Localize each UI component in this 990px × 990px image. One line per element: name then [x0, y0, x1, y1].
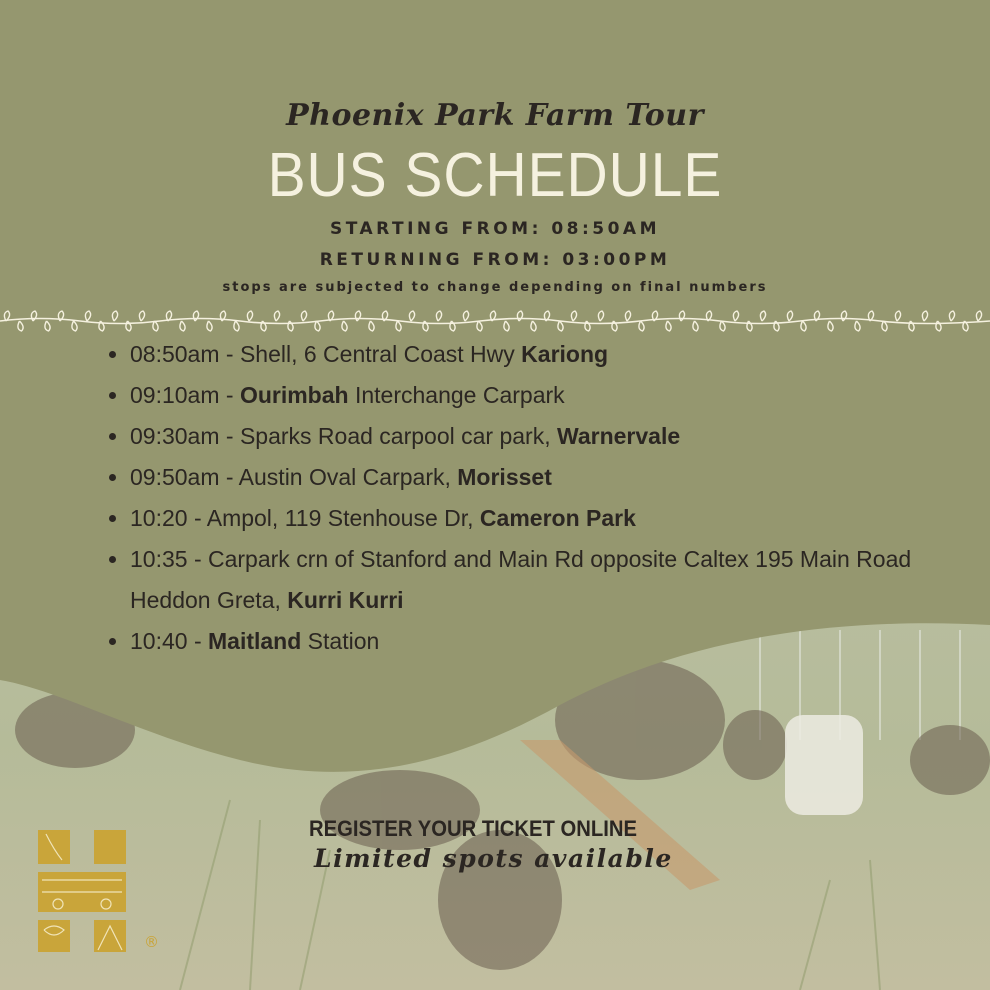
vine-leaf [301, 311, 306, 321]
vine-leaf [841, 311, 846, 321]
stop-item: • 09:10am - Ourimbah Interchange Carpark [130, 375, 950, 416]
vine-leaf [504, 321, 509, 331]
vine-leaf [855, 321, 860, 331]
vine-leaf [625, 311, 630, 321]
vine-leaf [828, 321, 833, 331]
vine-leaf [247, 311, 252, 321]
stop-town: Maitland [208, 628, 302, 654]
vine-divider [0, 308, 990, 334]
vine-leaf [274, 311, 279, 321]
limited-spots-text: Limited spots available [314, 844, 673, 873]
vine-leaf [139, 311, 144, 321]
vine-leaf [153, 321, 158, 331]
stop-item: • 09:50am - Austin Oval Carpark, Morisset [130, 457, 950, 498]
vine-leaf [463, 311, 468, 321]
vine-leaf [342, 321, 347, 331]
vine-leaf [31, 311, 36, 321]
vine-leaf [976, 311, 981, 321]
stop-item: • 10:20 - Ampol, 119 Stenhouse Dr, Cameron Park [130, 498, 950, 539]
vine-leaf [85, 311, 90, 321]
stop-town: Kurri Kurri [287, 587, 404, 613]
vine-leaf [45, 321, 50, 331]
vine-leaf [801, 321, 806, 331]
stop-town: Warnervale [556, 423, 681, 449]
vine-leaf [396, 321, 401, 331]
vine-leaf [639, 321, 644, 331]
vine-leaf [747, 321, 752, 331]
vine-leaf [477, 321, 482, 331]
stops-list [104, 334, 950, 662]
vine-leaf [355, 311, 360, 321]
vine-leaf [909, 321, 914, 331]
page-title: BUS SCHEDULE [267, 141, 723, 210]
vine-leaf [517, 311, 522, 321]
stop-item: • 10:35 - Carpark crn of Stanford and Main Rd opposite Caltex 195 Main Road Heddon Greta, Kurri Kurri [130, 539, 950, 621]
stop-item: • 10:40 - Maitland Station [130, 621, 950, 662]
vine-leaf [558, 321, 563, 331]
returning-time: RETURNING FROM: 03:00PM [319, 250, 671, 270]
vine-leaf [571, 311, 576, 321]
vine-leaf [193, 311, 198, 321]
schedule-note: stops are subjected to change depending on final numbers [222, 280, 768, 295]
register-text: REGISTER YOUR TICKET ONLINE [309, 816, 637, 841]
tour-subtitle: Phoenix Park Farm Tour [286, 98, 704, 133]
vine-leaf [693, 321, 698, 331]
vine-leaf [436, 311, 441, 321]
stop-town: Kariong [521, 341, 609, 367]
vine-leaf [679, 311, 684, 321]
vine-leaf [585, 321, 590, 331]
vine-leaf [112, 311, 117, 321]
starting-time: STARTING FROM: 08:50AM [330, 219, 660, 239]
vine-leaf [733, 311, 738, 321]
stop-item: • 08:50am - Shell, 6 Central Coast Hwy Kariong [130, 334, 950, 375]
stop-town: Cameron Park [479, 505, 636, 531]
vine-leaf [936, 321, 941, 331]
vine-leaf [369, 321, 374, 331]
vine-leaf [922, 311, 927, 321]
vine-leaf [949, 311, 954, 321]
vine-leaf [207, 321, 212, 331]
vine-leaf [760, 311, 765, 321]
vine-leaf [126, 321, 131, 331]
vine-leaf [895, 311, 900, 321]
stop-item: • 09:30am - Sparks Road carpool car park, Warnervale [130, 416, 950, 457]
vine-leaf [598, 311, 603, 321]
registered-mark: ® [144, 933, 159, 951]
stop-town: Ourimbah [239, 382, 349, 408]
vine-leaf [531, 321, 536, 331]
vine-leaf [666, 321, 671, 331]
vine-leaf [18, 321, 23, 331]
farm-bus-logo [38, 830, 130, 952]
vine-leaf [72, 321, 77, 331]
stop-town: Morisset [457, 464, 552, 490]
vine-leaf [234, 321, 239, 331]
vine-leaf [787, 311, 792, 321]
vine-leaf [409, 311, 414, 321]
vine-leaf [315, 321, 320, 331]
vine-leaf [720, 321, 725, 331]
vine-leaf [180, 321, 185, 331]
